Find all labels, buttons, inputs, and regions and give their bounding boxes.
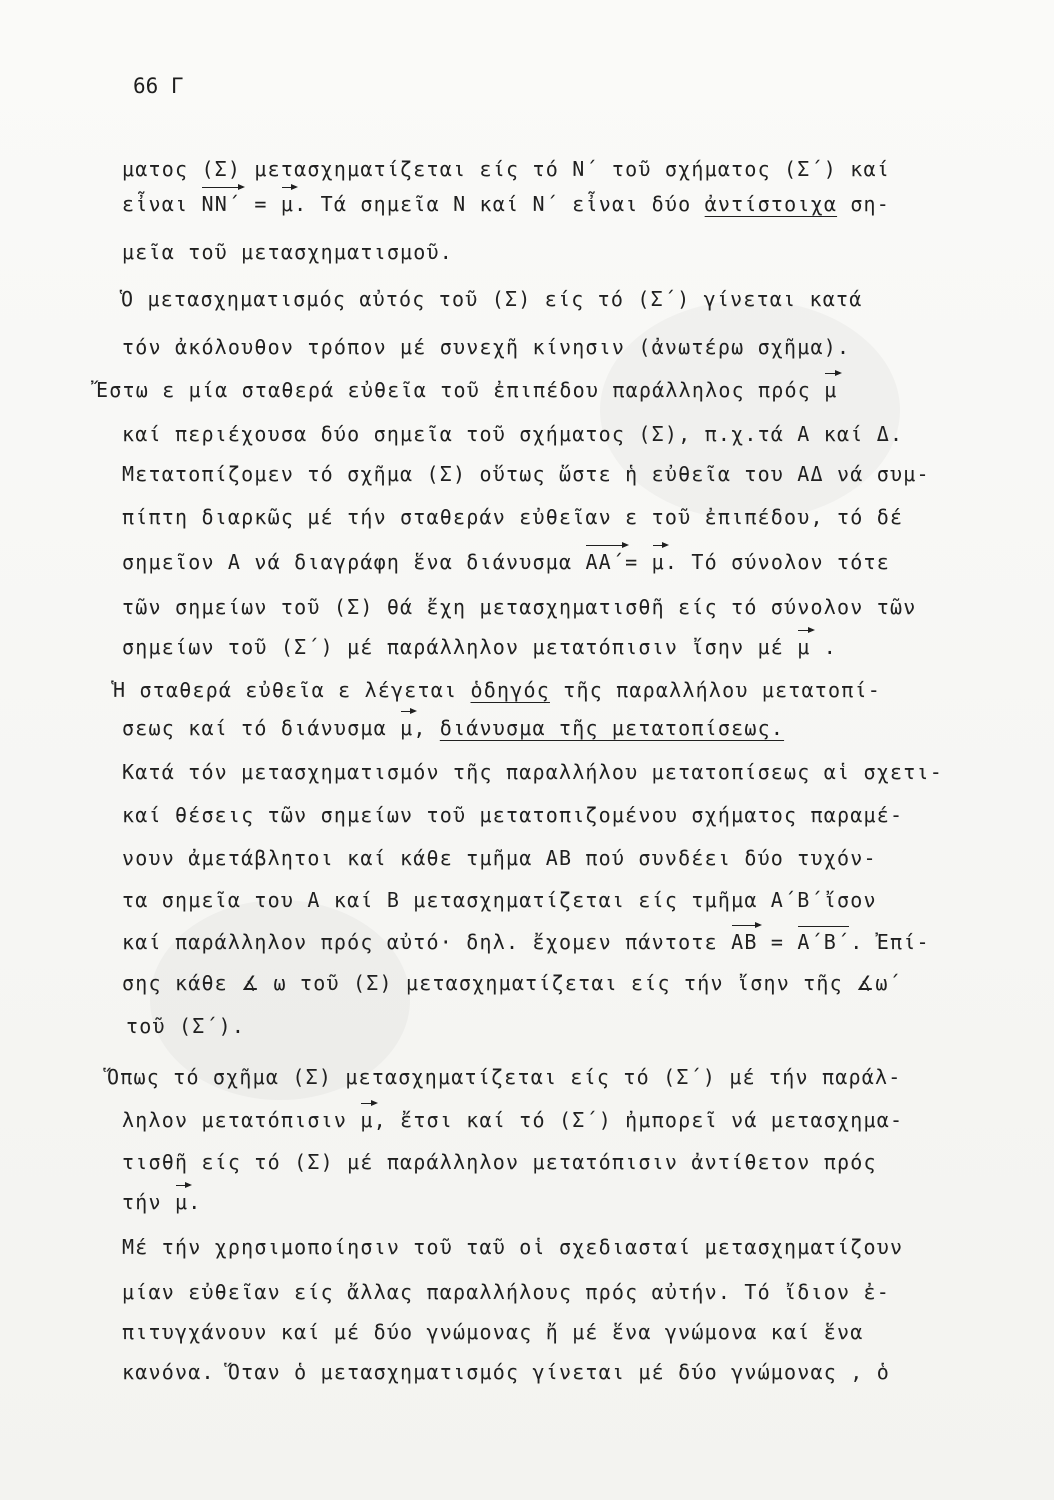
text-run: μίαν εὐθεῖαν είς ἄλλας παραλλήλους πρός αὐτήν. Τό ἴδιον ἐ- — [122, 1280, 890, 1304]
text-run: Μέ τήν χρησιμοποίησιν τοῦ ταῦ οἱ σχεδιασταί μετασχηματίζουν — [122, 1235, 904, 1259]
text-line — [122, 971, 902, 995]
vector-symbol: μ — [400, 716, 414, 740]
text-run: = — [241, 192, 281, 216]
text-run: σημεῖον Α νά διαγράφη ἕνα διάνυσμα — [122, 550, 586, 574]
vector-symbol: μ — [824, 378, 838, 402]
text-line — [122, 846, 877, 870]
text-run: ματος (Σ) μετασχηματίζεται είς τό Ν΄ τοῦ σχήματος (Σ΄) καί — [122, 157, 890, 181]
text-line — [122, 595, 916, 619]
text-line — [122, 550, 890, 574]
text-line — [126, 1014, 245, 1038]
text-run: , ἔτσι καί τό (Σ΄) ἠμπορεῖ νά μετασχημα- — [373, 1108, 904, 1132]
text-run: νουν ἀμετάβλητοι καί κάθε τμῆμα ΑΒ πού συνδέει δύο τυχόν- — [122, 846, 877, 870]
text-run: . Ἐπί- — [850, 930, 930, 954]
text-run: τῆς παραλλήλου μετατοπί- — [549, 678, 881, 702]
text-run: Ἡ σταθερά εὐθεῖα ε λέγεται — [113, 678, 471, 702]
vector-symbol: μ — [797, 635, 811, 659]
text-run: τοῦ (Σ΄). — [126, 1014, 246, 1038]
text-line — [122, 192, 890, 216]
text-run: καί περιέχουσα δύο σημεῖα τοῦ σχήματος (Σ), π.χ.τά Α καί Δ. — [122, 422, 904, 446]
text-run: , — [413, 716, 440, 740]
text-run: . — [188, 1190, 202, 1214]
text-run: τισθῆ είς τό (Σ) μέ παράλληλον μετατόπισιν ἀντίθετον πρός — [122, 1150, 877, 1174]
text-run: Ἔστω ε μία σταθερά εὐθεῖα τοῦ ἐπιπέδου παράλληλος πρός — [96, 378, 825, 402]
text-line — [122, 1108, 903, 1132]
underlined-term: ὁδηγός — [470, 678, 550, 702]
text-run: καί θέσεις τῶν σημείων τοῦ μετατοπιζομένου σχήματος παραμέ- — [122, 803, 904, 827]
vector-symbol: ΑΒ — [731, 930, 758, 954]
text-run: μεῖα τοῦ μετασχηματισμοῦ. — [122, 240, 454, 264]
paper-stain — [600, 300, 900, 520]
vector-symbol: μ — [651, 550, 665, 574]
text-run: πίπτη διαρκῶς μέ τήν σταθεράν εὐθεῖαν ε τοῦ ἐπιπέδου, τό δέ — [122, 505, 904, 529]
text-line — [122, 930, 930, 954]
text-line — [122, 157, 890, 181]
text-run: ληλον μετατόπισιν — [122, 1108, 361, 1132]
angle-symbol: ∡ — [241, 971, 261, 995]
text-line — [96, 378, 838, 402]
text-line — [122, 888, 877, 912]
vector-symbol: μ — [360, 1108, 374, 1132]
text-run: σεως καί τό διάνυσμα — [122, 716, 401, 740]
text-run: καί παράλληλον πρός αὐτό· δηλ. ἔχομεν πάντοτε — [122, 930, 732, 954]
text-line — [122, 1150, 877, 1174]
text-run: κανόνα. Ὅταν ὁ μετασχηματισμός γίνεται μέ δύο γνώμονας , ὁ — [122, 1360, 890, 1384]
text-line — [122, 716, 784, 740]
text-run: Ὅπως τό σχῆμα (Σ) μετασχηματίζεται είς τό (Σ΄) μέ τήν παράλ- — [107, 1065, 902, 1089]
text-line — [113, 678, 881, 702]
segment-symbol: Α΄Β΄ — [797, 930, 851, 954]
text-line — [122, 422, 903, 446]
vector-symbol: μ — [174, 1190, 189, 1214]
text-line — [107, 1065, 901, 1089]
text-run: ω τοῦ (Σ) μετασχηματίζεται είς τήν ἴσην τῆς — [260, 971, 857, 995]
text-run: τῶν σημείων τοῦ (Σ) θά ἔχη μετασχηματισθῆ είς τό σύνολον τῶν — [122, 595, 917, 619]
text-line — [122, 760, 943, 784]
text-line — [122, 803, 903, 827]
underlined-term: ἀντίστοιχα — [704, 192, 838, 216]
text-run: σημείων τοῦ (Σ΄) μέ παράλληλον μετατόπισιν ἴσην μέ — [122, 635, 798, 659]
angle-symbol: ∡ — [856, 971, 876, 995]
vector-symbol: ΝΝ΄ — [201, 192, 242, 216]
vector-symbol: μ — [280, 192, 295, 216]
text-run: Ὁ μετασχηματισμός αὐτός τοῦ (Σ) είς τό (Σ΄) γίνεται κατά — [121, 287, 863, 311]
text-line — [122, 1280, 890, 1304]
text-run: Μετατοπίζομεν τό σχῆμα (Σ) οὕτως ὥστε ἡ εὐθεῖα του ΑΔ νά συμ- — [122, 462, 930, 486]
text-line — [122, 1320, 864, 1344]
text-line — [122, 1190, 201, 1214]
text-line — [122, 1235, 903, 1259]
text-line — [122, 335, 850, 359]
text-line — [122, 505, 903, 529]
text-run: . Τά σημεῖα Ν καί Ν΄ εἶναι δύο — [294, 192, 705, 216]
text-line — [122, 635, 837, 659]
text-line — [122, 1360, 890, 1384]
text-run: ω΄ — [875, 971, 902, 995]
text-run: . — [810, 635, 838, 659]
text-run: εἶναι — [122, 192, 202, 216]
text-run: . Τό σύνολον τότε — [664, 550, 891, 574]
text-run: ση- — [837, 192, 891, 216]
text-run: Κατά τόν μετασχηματισμόν τῆς παραλλήλου μετατοπίσεως αἱ σχετι- — [122, 760, 943, 784]
text-run: τα σημεῖα του Α καί Β μετασχηματίζεται είς τμῆμα Α΄Β΄ἴσον — [122, 888, 877, 912]
page-number: 66 Γ — [133, 74, 184, 98]
text-line — [121, 287, 863, 311]
underlined-term: διάνυσμα τῆς μετατοπίσεως. — [439, 716, 785, 740]
text-run: τόν ἀκόλουθον τρόπον μέ συνεχῆ κίνησιν (ἀνωτέρω σχῆμα). — [122, 335, 851, 359]
text-run: = — [625, 550, 652, 574]
vector-symbol: ΑΑ΄ — [585, 550, 626, 574]
text-run: σης κάθε — [122, 971, 242, 995]
text-line — [122, 462, 930, 486]
text-run: πιτυγχάνουν καί μέ δύο γνώμονας ἤ μέ ἕνα γνώμονα καί ἕνα — [122, 1320, 864, 1344]
text-run: = — [757, 930, 798, 954]
text-run: τήν — [122, 1190, 175, 1214]
text-line — [122, 240, 453, 264]
